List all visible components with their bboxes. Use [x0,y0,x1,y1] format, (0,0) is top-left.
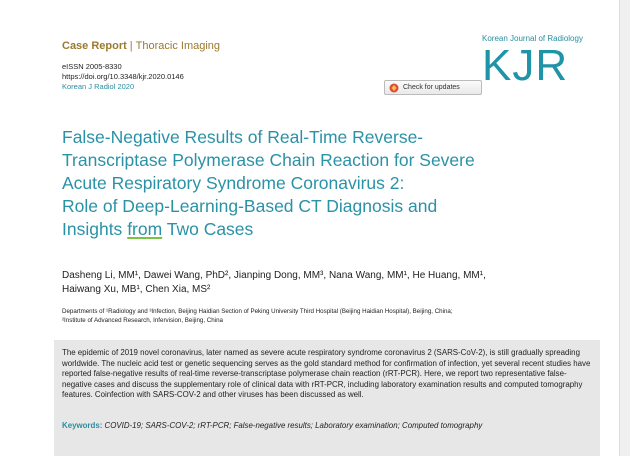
journal-logo: KJR [482,41,569,90]
author-line: Dasheng Li, MM¹, Dawei Wang, PhD², Jianping Dong, MM³, Nana Wang, MM¹, He Huang, MM¹, [62,270,486,281]
article-type: Case Report [62,40,127,52]
journal-name: Korean Journal of Radiology [482,34,583,43]
author-line: Haiwang Xu, MB¹, Chen Xia, MS² [62,284,211,295]
keywords-label: Keywords: [62,421,103,430]
separator: | [129,40,133,52]
keywords-list: COVID-19; SARS-COV-2; rRT-PCR; False-negative results; Laboratory examination; Computed tomography [104,421,483,430]
check-for-updates-button[interactable] [384,80,482,95]
check-updates-label: Check for updates [403,84,460,91]
title-line: Transcriptase Polymerase Chain Reaction for Severe [62,150,475,170]
underlined-word: from [127,219,163,239]
keywords [62,421,592,430]
article-header [62,40,220,92]
doi-link[interactable]: https://doi.org/10.3348/kjr.2020.0146 [62,72,184,81]
affiliation-line: ²Institute of Advanced Research, Infervision, Beijing, China [62,317,223,324]
scrollbar[interactable] [619,0,630,456]
affiliation-line: Departments of ¹Radiology and ³Infection, Beijing Haidian Section of Peking University Third Hospital (Beijing Haidian Hospital), Beijing, China; [62,308,453,315]
eissn: eISSN 2005-8330 [62,62,122,71]
title-word: Two Cases [166,219,254,239]
title-line: Role of Deep-Learning-Based CT Diagnosis and [62,196,438,216]
abstract-text: The epidemic of 2019 novel coronavirus, later named as severe acute respiratory syndrome coronavirus 2 (SARS-CoV-2), is still gradually spreading worldwide. The nucleic acid test or genetic sequencing serves as the gold standard method for confirmation of infection, yet several recent studies have reported false-negative results of real-time reverse-transcriptase polymerase chain reaction (rRT-PCR). Here, we report two representative false-negative cases and discuss the supplementary role of clinical data with rRT-PCR, including laboratory examination results and computed tomography features. Coinfection with SARS-COV-2 and other viruses has been discussed as well. [62,348,591,399]
article-type-line [62,40,220,52]
author-list [62,269,582,297]
title-line: False-Negative Results of Real-Time Reverse- [62,127,424,147]
title-line [62,218,582,241]
article-category: Thoracic Imaging [135,40,221,52]
article-meta [62,62,220,92]
check-updates-icon [389,83,399,93]
article-title [62,126,582,241]
journal-branding [482,34,583,88]
title-word: Insights [62,219,123,239]
title-line: Acute Respiratory Syndrome Coronavirus 2: [62,173,405,193]
affiliations [62,307,592,325]
journal-citation: Korean J Radiol 2020 [62,82,135,91]
